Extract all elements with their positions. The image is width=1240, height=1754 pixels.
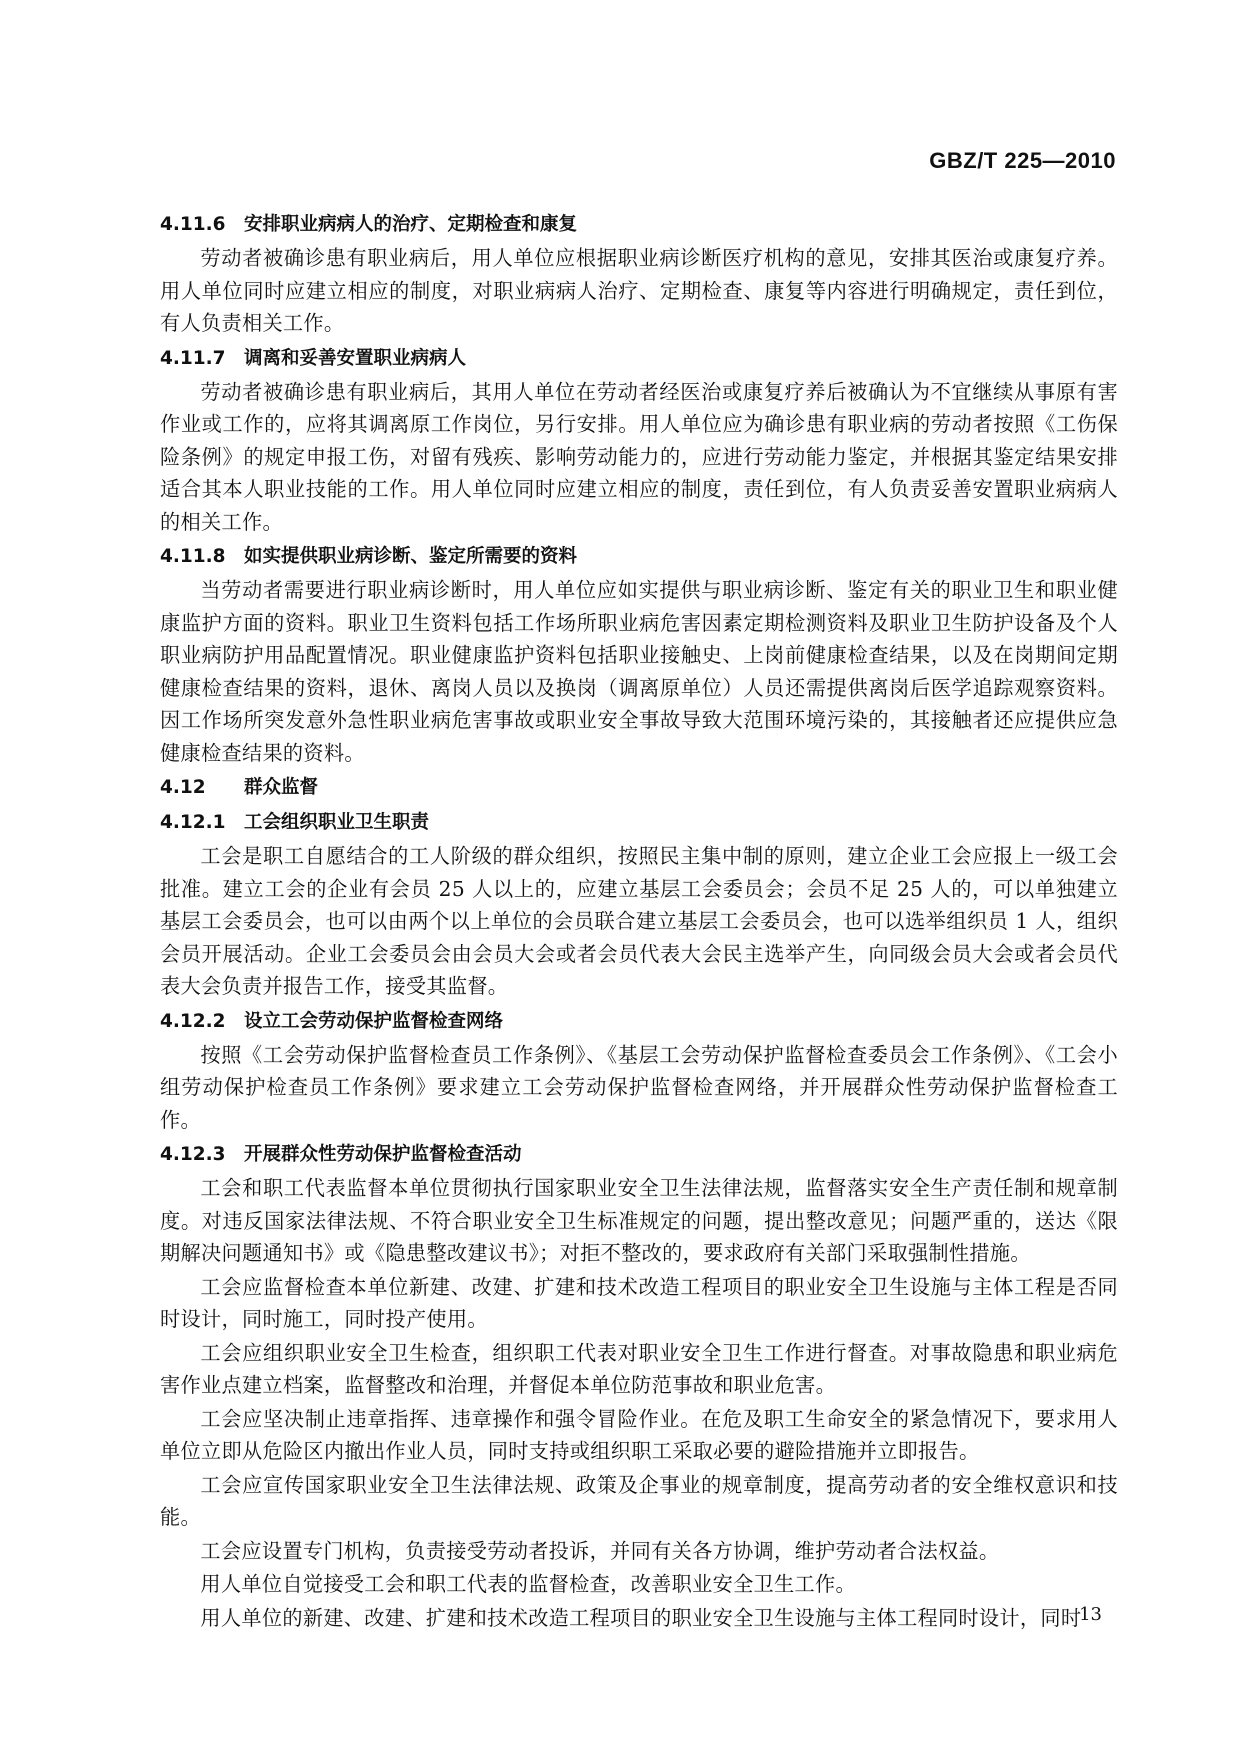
section-heading	[160, 806, 1118, 839]
paragraph: 按照《工会劳动保护监督检查员工作条例》、《基层工会劳动保护监督检查委员会工作条例》、《工会小组劳动保护检查员工作条例》要求建立工会劳动保护监督检查网络，并开展群众性劳动保护监督检查工作。	[160, 1042, 1118, 1132]
section-title: 调离和妥善安置职业病病人	[244, 347, 467, 369]
section-heading	[160, 1138, 1118, 1171]
paragraph: 工会应组织职业安全卫生检查，组织职工代表对职业安全卫生工作进行督查。对事故隐患和职业病危害作业点建立档案，监督整改和治理，并督促本单位防范事故和职业危害。	[160, 1340, 1118, 1397]
section-heading	[160, 771, 1118, 804]
section-title: 群众监督	[244, 777, 319, 798]
section-title: 开展群众性劳动保护监督检查活动	[244, 1144, 522, 1165]
paragraph: 工会应监督检查本单位新建、改建、扩建和技术改造工程项目的职业安全卫生设施与主体工程是否同时设计，同时施工，同时投产使用。	[160, 1274, 1118, 1331]
paragraph: 用人单位自觉接受工会和职工代表的监督检查，改善职业安全卫生工作。	[200, 1572, 856, 1596]
section-heading	[160, 208, 1118, 241]
section-heading	[160, 540, 1118, 573]
section-number: 4.12.2	[160, 1010, 226, 1032]
paragraph: 工会是职工自愿结合的工人阶级的群众组织，按照民主集中制的原则，建立企业工会应报上一级工会批准。建立工会的企业有会员 25 人以上的，应建立基层工会委员会；会员不足 25 人的，可以单独建立基层工会委员会，也可以由两个以上单位的会员联合建立基层工会委员会，也可以选举组织员 1 人，组织会员开展活动。企业工会委员会由会员大会或者会员代表大会民主选举产生，向同级会员大会或者会员代表大会负责并报告工作，接受其监督。	[160, 844, 1118, 998]
section-number: 4.12	[160, 777, 206, 798]
paragraph: 工会和职工代表监督本单位贯彻执行国家职业安全卫生法律法规，监督落实安全生产责任制和规章制度。对违反国家法律法规、不符合职业安全卫生标准规定的问题，提出整改意见；问题严重的，送达《限期解决问题通知书》或《隐患整改建议书》；对拒不整改的，要求政府有关部门采取强制性措施。	[160, 1176, 1118, 1265]
section-title: 工会组织职业卫生职责	[244, 812, 430, 833]
paragraph: 劳动者被确诊患有职业病后，其用人单位在劳动者经医治或康复疗养后被确认为不宜继续从事原有害作业或工作的，应将其调离原工作岗位，另行安排。用人单位应为确诊患有职业病的劳动者按照《工伤保险条例》的规定申报工伤，对留有残疾、影响劳动能力的，应进行劳动能力鉴定，并根据其鉴定结果安排适合其本人职业技能的工作。用人单位同时应建立相应的制度，责任到位，有人负责妥善安置职业病病人的相关工作。	[160, 379, 1118, 534]
section-number: 4.12.3	[160, 1144, 226, 1165]
section-heading	[160, 342, 1118, 375]
section-title: 设立工会劳动保护监督检查网络	[244, 1010, 504, 1032]
paragraph: 当劳动者需要进行职业病诊断时，用人单位应如实提供与职业病诊断、鉴定有关的职业卫生和职业健康监护方面的资料。职业卫生资料包括工作场所职业病危害因素定期检测资料及职业卫生防护设备及个人职业病防护用品配置情况。职业健康监护资料包括职业接触史、上岗前健康检查结果，以及在岗期间定期健康检查结果的资料，退休、离岗人员以及换岗（调离原单位）人员还需提供离岗后医学追踪观察资料。因工作场所突发意外急性职业病危害事故或职业安全事故导致大范围环境污染的，其接触者还应提供应急健康检查结果的资料。	[160, 578, 1118, 765]
section-title: 如实提供职业病诊断、鉴定所需要的资料	[244, 546, 578, 567]
page-number: 13	[1079, 1604, 1102, 1625]
paragraph: 用人单位的新建、改建、扩建和技术改造工程项目的职业安全卫生设施与主体工程同时设计，同时	[200, 1605, 1082, 1630]
section-title: 安排职业病病人的治疗、定期检查和康复	[244, 214, 578, 235]
paragraph: 工会应设置专门机构，负责接受劳动者投诉，并同有关各方协调，维护劳动者合法权益。	[200, 1538, 1000, 1563]
section-number: 4.11.7	[160, 347, 226, 369]
paragraph: 工会应宣传国家职业安全卫生法律法规、政策及企事业的规章制度，提高劳动者的安全维权意识和技能。	[160, 1472, 1118, 1529]
section-heading	[160, 1005, 1118, 1038]
paragraph: 劳动者被确诊患有职业病后，用人单位应根据职业病诊断医疗机构的意见，安排其医治或康复疗养。用人单位同时应建立相应的制度，对职业病病人治疗、定期检查、康复等内容进行明确规定，责任到位，有人负责相关工作。	[160, 246, 1118, 335]
section-number: 4.11.6	[160, 214, 226, 235]
document-body	[160, 206, 1118, 1634]
paragraph: 工会应坚决制止违章指挥、违章操作和强令冒险作业。在危及职工生命安全的紧急情况下，要求用人单位立即从危险区内撤出作业人员，同时支持或组织职工采取必要的避险措施并立即报告。	[160, 1406, 1118, 1463]
standard-code: GBZ/T 225—2010	[929, 148, 1116, 173]
section-number: 4.12.1	[160, 812, 226, 833]
section-number: 4.11.8	[160, 546, 226, 567]
